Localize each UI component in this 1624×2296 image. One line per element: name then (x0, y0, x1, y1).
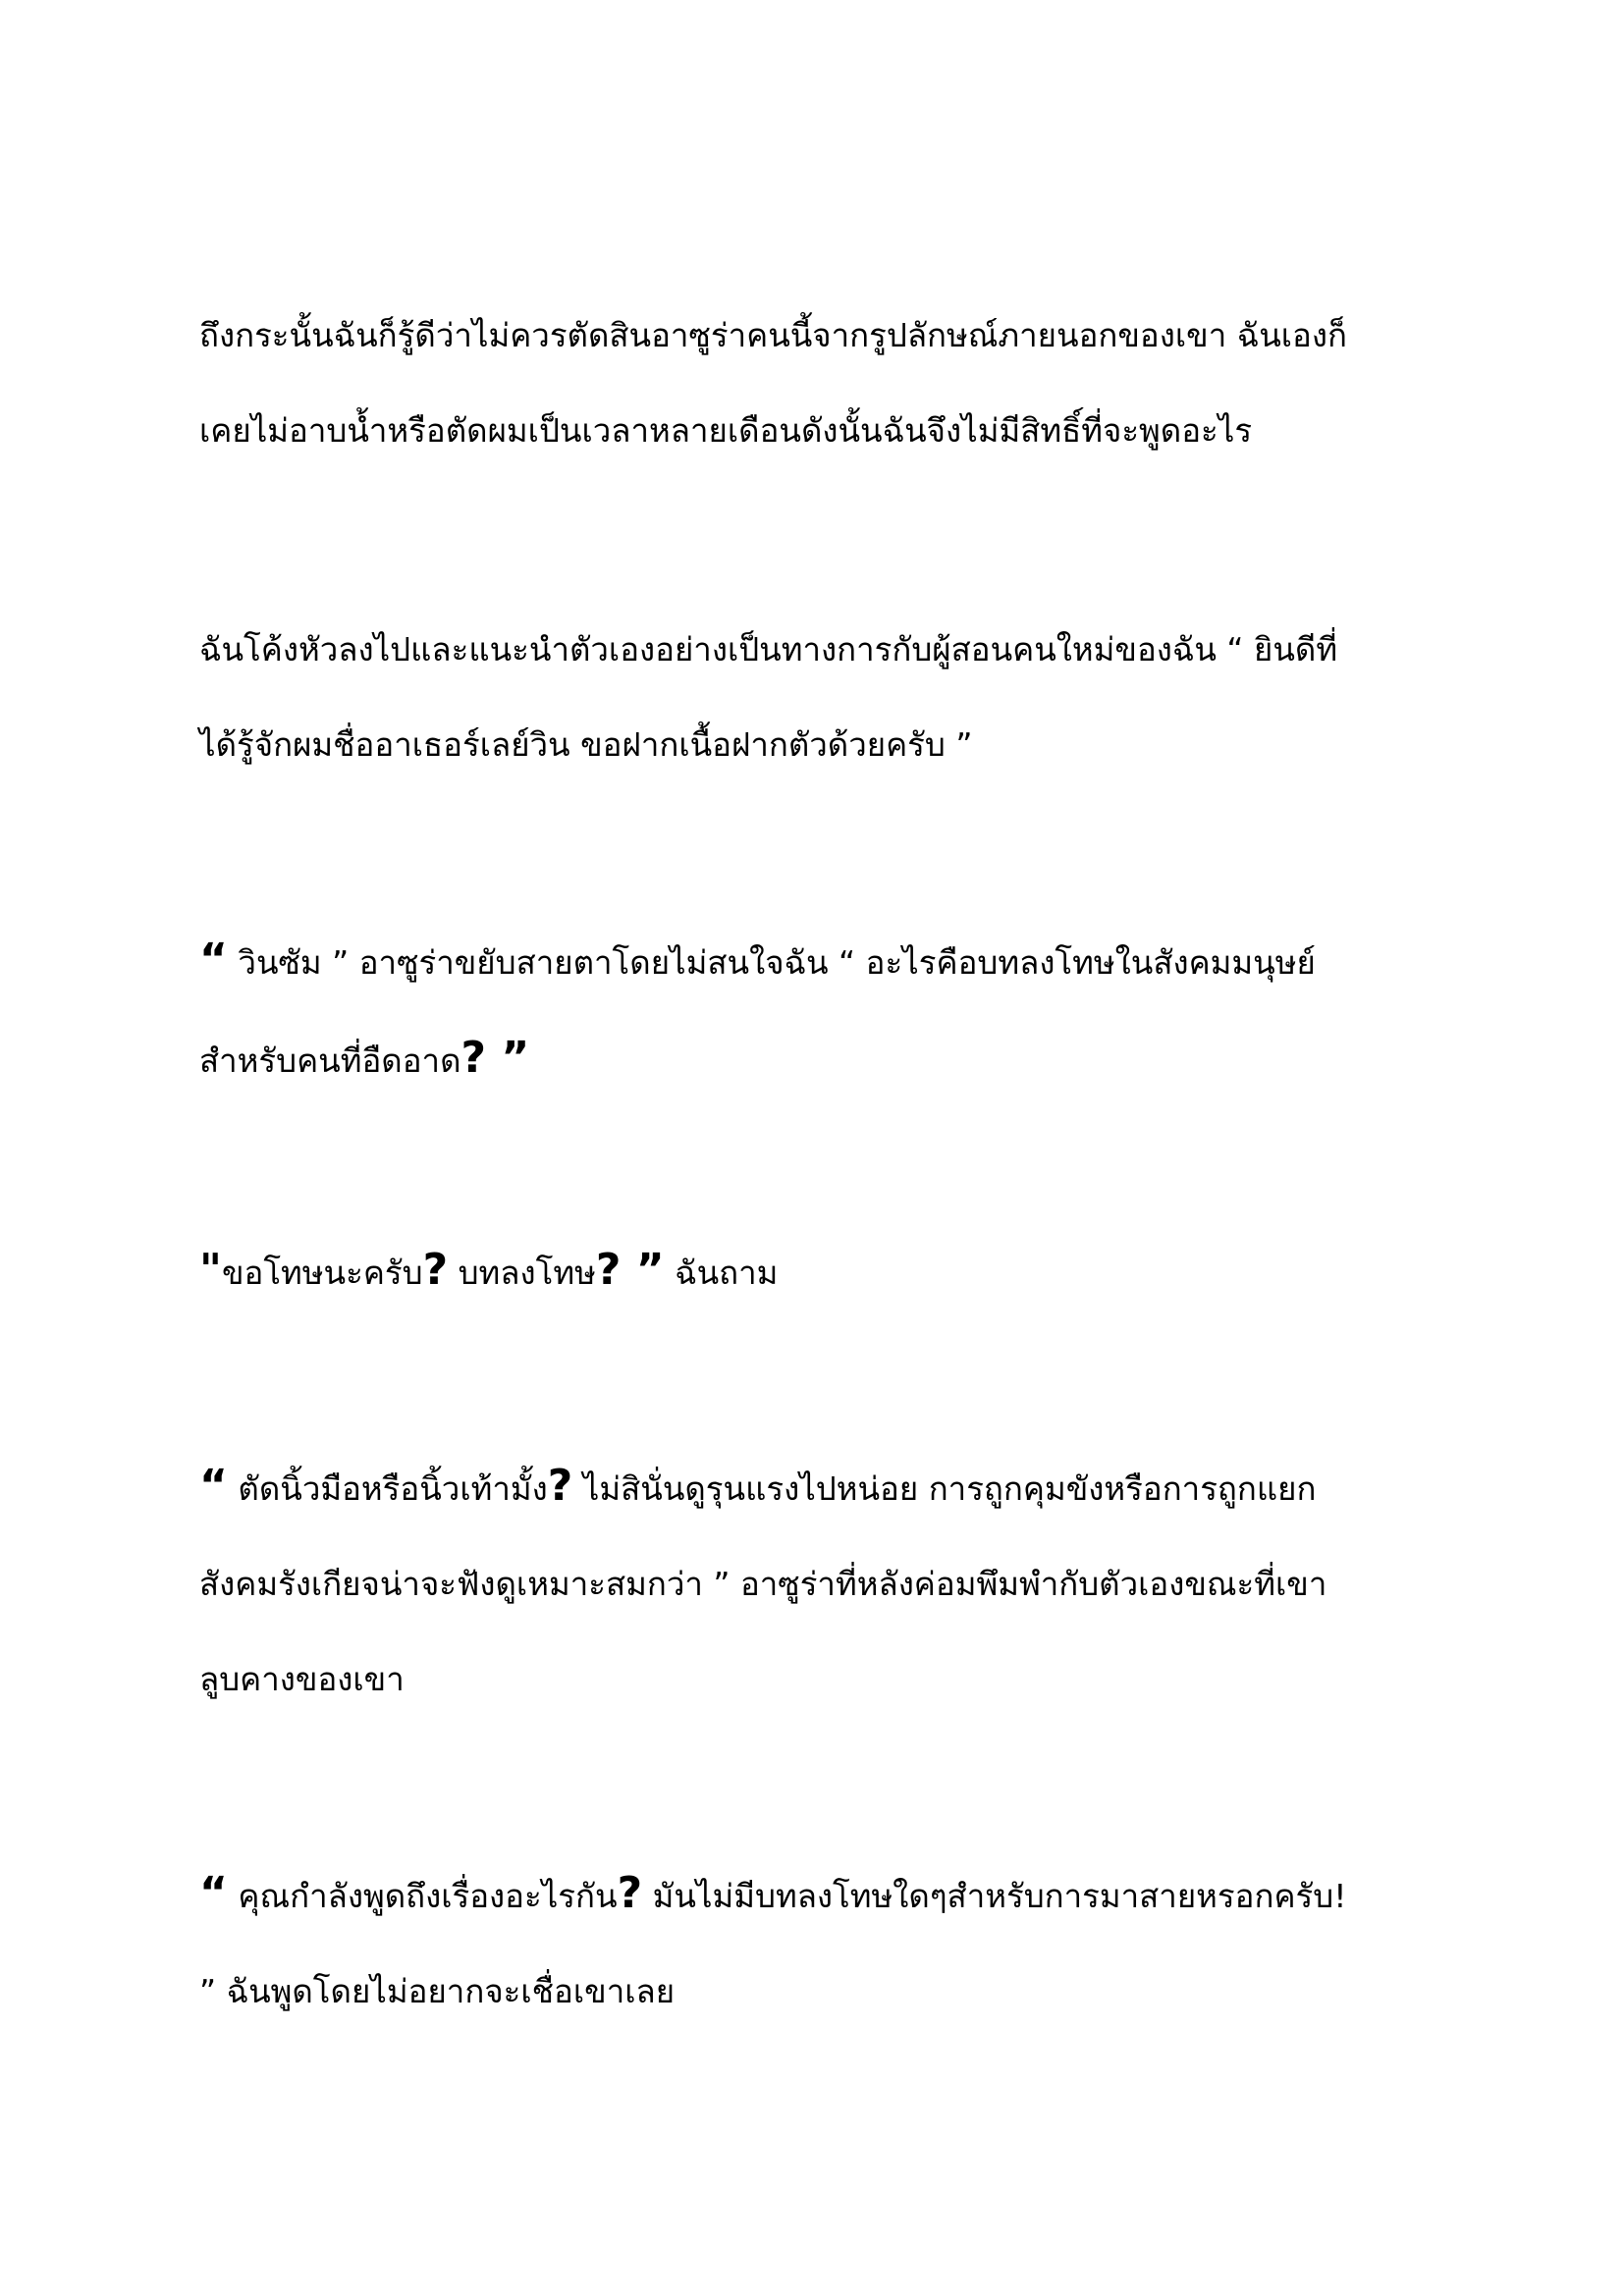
question-mark: ? (547, 1461, 573, 1511)
paragraph-line: สังคมรังเกียจน่าจะฟังดูเหมาะสมกว่า ” อาซูร่าที่หลังค่อมพึมพำกับตัวเองขณะที่เขา (199, 1565, 1327, 1603)
dialogue-text: ตัดนิ้วมือหรือนิ้วเท้ามั้ง (227, 1469, 548, 1508)
paragraph-2 (199, 602, 1436, 792)
dialogue-text: วินซัม ” อาซูร่าขยับสายตาโดยไม่สนใจฉัน “ อะไรคือบทลงโทษในสังคมมนุษย์ (227, 943, 1316, 982)
open-quote-mark: " (199, 1245, 222, 1295)
paragraph-line: ลูบคางของเขา (199, 1660, 405, 1698)
question-mark: ? (617, 1868, 643, 1918)
paragraph-line: ฉันโค้งหัวลงไปและแนะนำตัวเองอย่างเป็นทางการกับผู้สอนคนใหม่ของฉัน “ ยินดีที่ (199, 630, 1338, 668)
paragraph-line (199, 912, 1436, 1010)
dialogue-text: บทลงโทษ (448, 1254, 596, 1292)
question-mark: ? (422, 1245, 449, 1295)
paragraph-line (199, 1438, 1436, 1536)
open-quote-mark: “ (199, 1461, 228, 1511)
paragraph-1 (199, 288, 1436, 478)
paragraph-4 (199, 1222, 1436, 1320)
narration-text: ฉันถาม (664, 1254, 779, 1292)
dialogue-text: สำหรับคนที่อืดอาด (199, 1041, 461, 1080)
paragraph-line (199, 1222, 1436, 1320)
paragraph-6 (199, 1845, 1436, 2039)
paragraph-line: เคยไม่อาบน้ำหรือตัดผมเป็นเวลาหลายเดือนดังนั้นฉันจึงไม่มีสิทธิ์ที่จะพูดอะไร (199, 411, 1253, 450)
open-quote-mark: “ (199, 1868, 228, 1918)
dialogue-text: ไม่สินั่นดูรุนแรงไปหน่อย การถูกคุมขังหรือการถูกแยก (572, 1469, 1317, 1508)
dialogue-text: คุณกำลังพูดถึงเรื่องอะไรกัน (227, 1877, 618, 1915)
question-close-quote: ? ” (595, 1245, 665, 1295)
open-quote-mark: “ (199, 934, 228, 985)
question-close-quote: ? ” (460, 1033, 530, 1083)
paragraph-5 (199, 1438, 1436, 1727)
paragraph-line: ได้รู้จักผมชื่ออาเธอร์เลย์วิน ขอฝากเนื้อฝากตัวด้วยครับ ” (199, 725, 973, 764)
paragraph-line: ถึงกระนั้นฉันก็รู้ดีว่าไม่ควรตัดสินอาซูร่าคนนี้จากรูปลักษณ์ภายนอกของเขา ฉันเองก็ (199, 316, 1347, 354)
dialogue-text: ขอโทษนะครับ (221, 1254, 423, 1292)
paragraph-line (199, 1845, 1436, 1944)
paragraph-line (199, 1010, 1436, 1108)
dialogue-text: มันไม่มีบทลงโทษใดๆสำหรับการมาสายหรอกครับ! (642, 1877, 1347, 1915)
paragraph-3 (199, 912, 1436, 1108)
paragraph-line: ” ฉันพูดโดยไม่อยากจะเชื่อเขาเลย (199, 1972, 676, 2010)
